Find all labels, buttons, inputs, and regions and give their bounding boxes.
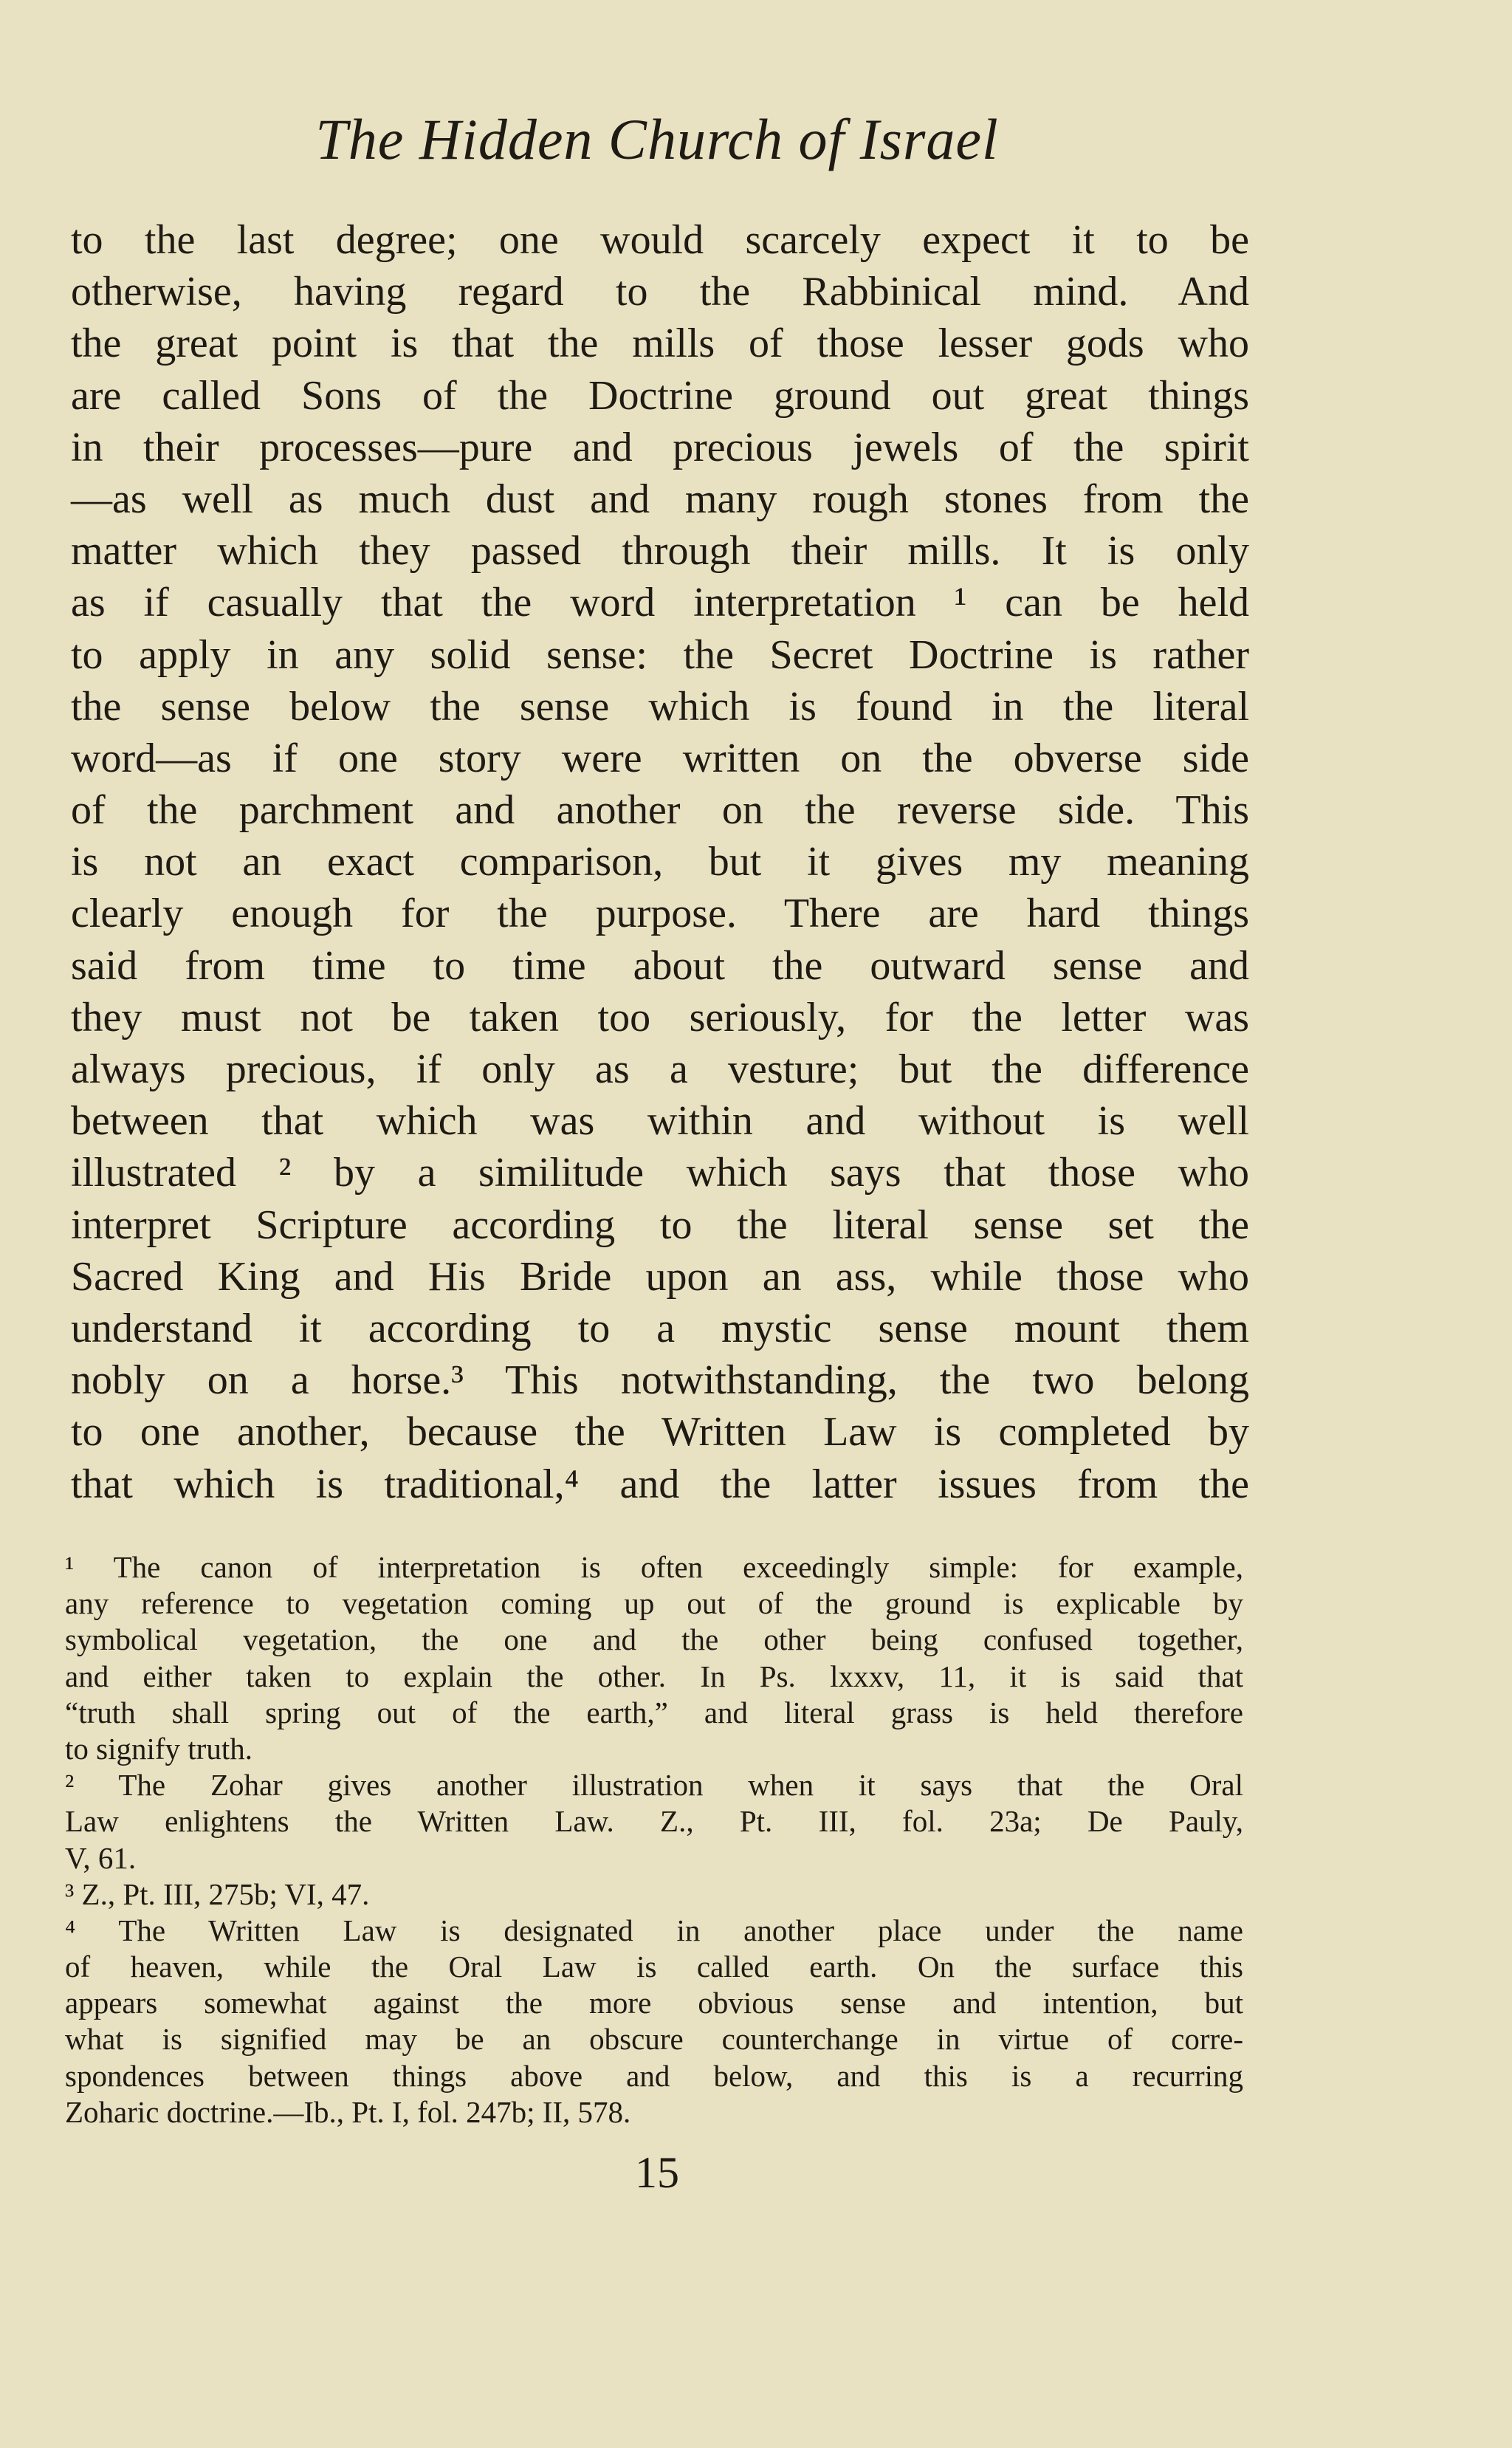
footnote-line: ² The Zohar gives another illustration when it says that the Oral — [65, 1768, 1243, 1803]
body-line: as if casually that the word interpretation ¹ can be held — [71, 580, 1249, 626]
footnote-line: spondences between things above and below, and this is a recurring — [65, 2058, 1243, 2093]
body-line: the great point is that the mills of those lesser gods who — [71, 320, 1249, 367]
body-line: they must not be taken too seriously, for the letter was — [71, 994, 1249, 1040]
footnote-line: V, 61. — [65, 1840, 137, 1875]
footnote-line: and either taken to explain the other. In Ps. lxxxv, 11, it is said that — [65, 1659, 1243, 1693]
body-line: are called Sons of the Doctrine ground out great things — [71, 372, 1249, 419]
footnote-line: ³ Z., Pt. III, 275b; VI, 47. — [65, 1876, 370, 1911]
body-line: to the last degree; one would scarcely expect it to be — [71, 217, 1249, 263]
running-title: The Hidden Church of Israel — [315, 107, 999, 171]
body-line: that which is traditional,⁴ and the latter issues from the — [71, 1461, 1249, 1507]
body-line: matter which they passed through their mills. It is only — [71, 528, 1249, 575]
body-line: in their processes—pure and precious jewels of the spirit — [71, 424, 1249, 470]
footnote-line: any reference to vegetation coming up out of the ground is explicable by — [65, 1586, 1243, 1621]
footnote-line: Zoharic doctrine.—Ib., Pt. I, fol. 247b; II, 578. — [65, 2094, 631, 2129]
body-text — [71, 214, 1249, 1510]
body-line: illustrated ² by a similitude which says that those who — [71, 1150, 1249, 1196]
body-line: —as well as much dust and many rough stones from the — [71, 476, 1249, 522]
body-line: is not an exact comparison, but it gives my meaning — [71, 839, 1249, 885]
footnote-line: what is signified may be an obscure counterchange in virtue of corre- — [65, 2022, 1243, 2057]
footnote-line: of heaven, while the Oral Law is called earth. On the surface this — [65, 1950, 1243, 1984]
body-line: interpret Scripture according to the literal sense set the — [71, 1201, 1249, 1248]
body-line: of the parchment and another on the reverse side. This — [71, 787, 1249, 834]
footnote-line: ¹ The canon of interpretation is often exceedingly simple: for example, — [65, 1550, 1243, 1584]
body-line: understand it according to a mystic sense mount them — [71, 1305, 1249, 1351]
footnotes — [65, 1549, 1243, 2130]
footnote-line: symbolical vegetation, the one and the other being confused together, — [65, 1622, 1243, 1657]
body-line: clearly enough for the purpose. There are hard things — [71, 891, 1249, 937]
footnote-line: ⁴ The Written Law is designated in another place under the name — [65, 1913, 1243, 1947]
body-line: word—as if one story were written on the obverse side — [71, 735, 1249, 781]
body-line: between that which was within and without is well — [71, 1098, 1249, 1145]
body-line: said from time to time about the outward sense and — [71, 942, 1249, 989]
body-line: Sacred King and His Bride upon an ass, while those who — [71, 1253, 1249, 1300]
page-number: 15 — [635, 2148, 679, 2197]
body-line: to apply in any solid sense: the Secret Doctrine is rather — [71, 631, 1249, 678]
body-line: otherwise, having regard to the Rabbinical mind. And — [71, 269, 1249, 315]
body-line: nobly on a horse.³ This notwithstanding, the two belong — [71, 1357, 1249, 1404]
body-line: the sense below the sense which is found in the literal — [71, 683, 1249, 730]
body-line: to one another, because the Written Law is completed by — [71, 1409, 1249, 1456]
footnote-line: appears somewhat against the more obvious sense and intention, but — [65, 1986, 1243, 2020]
body-line: always precious, if only as a vesture; but the difference — [71, 1046, 1249, 1092]
footnote-line: Law enlightens the Written Law. Z., Pt. III, fol. 23a; De Pauly, — [65, 1804, 1243, 1839]
footnote-line: “truth shall spring out of the earth,” and literal grass is held therefore — [65, 1695, 1243, 1729]
footnote-line: to signify truth. — [65, 1731, 252, 1766]
